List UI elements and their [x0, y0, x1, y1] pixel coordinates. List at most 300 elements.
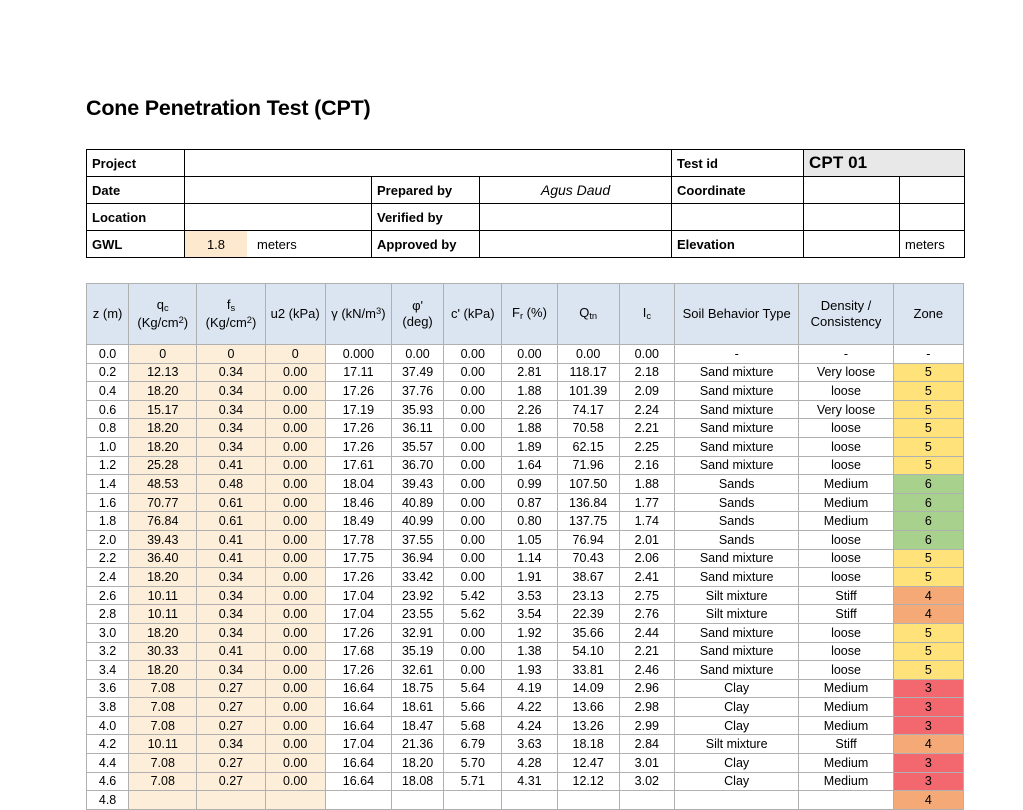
cell-r23-c2[interactable]: 0.27 [197, 772, 265, 791]
cell-r4-c2[interactable]: 0.34 [197, 419, 265, 438]
cell-r4-c3[interactable]: 0.00 [265, 419, 325, 438]
cell-r3-c3[interactable]: 0.00 [265, 400, 325, 419]
cell-r5-c0[interactable]: 1.0 [87, 437, 129, 456]
cell-r8-c4[interactable]: 18.46 [325, 493, 391, 512]
cell-r22-c8[interactable]: 12.47 [557, 754, 619, 773]
cell-r14-c9[interactable]: 2.76 [619, 605, 674, 624]
cell-r18-c0[interactable]: 3.6 [87, 679, 129, 698]
cell-r21-c5[interactable]: 21.36 [392, 735, 444, 754]
cell-r6-c0[interactable]: 1.2 [87, 456, 129, 475]
cell-r21-c7[interactable]: 3.63 [502, 735, 557, 754]
cell-r1-c9[interactable]: 2.18 [619, 363, 674, 382]
cell-r5-c11[interactable]: loose [799, 437, 893, 456]
cell-r15-c6[interactable]: 0.00 [444, 623, 502, 642]
cell-r2-c4[interactable]: 17.26 [325, 382, 391, 401]
cell-r3-c4[interactable]: 17.19 [325, 400, 391, 419]
cell-r14-c5[interactable]: 23.55 [392, 605, 444, 624]
cell-r0-c10[interactable]: - [674, 345, 798, 364]
cell-r10-c7[interactable]: 1.05 [502, 530, 557, 549]
cell-r23-c6[interactable]: 5.71 [444, 772, 502, 791]
cell-r2-c10[interactable]: Sand mixture [674, 382, 798, 401]
cell-r5-c9[interactable]: 2.25 [619, 437, 674, 456]
cell-r19-c7[interactable]: 4.22 [502, 698, 557, 717]
cell-r10-c10[interactable]: Sands [674, 530, 798, 549]
cell-r19-c10[interactable]: Clay [674, 698, 798, 717]
cell-r1-c4[interactable]: 17.11 [325, 363, 391, 382]
cell-r9-c5[interactable]: 40.99 [392, 512, 444, 531]
cell-r6-c1[interactable]: 25.28 [129, 456, 197, 475]
coordinate-value-2[interactable] [900, 177, 965, 204]
cell-r5-c3[interactable]: 0.00 [265, 437, 325, 456]
cell-r0-c0[interactable]: 0.0 [87, 345, 129, 364]
cell-r20-c0[interactable]: 4.0 [87, 716, 129, 735]
cell-r16-c12[interactable]: 5 [893, 642, 963, 661]
cell-r8-c7[interactable]: 0.87 [502, 493, 557, 512]
cell-r10-c3[interactable]: 0.00 [265, 530, 325, 549]
cell-r18-c8[interactable]: 14.09 [557, 679, 619, 698]
cell-r1-c8[interactable]: 118.17 [557, 363, 619, 382]
cell-r22-c12[interactable]: 3 [893, 754, 963, 773]
cell-r11-c7[interactable]: 1.14 [502, 549, 557, 568]
cell-r5-c1[interactable]: 18.20 [129, 437, 197, 456]
cell-r24-c5[interactable] [392, 791, 444, 810]
cell-r19-c6[interactable]: 5.66 [444, 698, 502, 717]
cell-r20-c2[interactable]: 0.27 [197, 716, 265, 735]
cell-r15-c2[interactable]: 0.34 [197, 623, 265, 642]
cell-r13-c8[interactable]: 23.13 [557, 586, 619, 605]
cell-r6-c2[interactable]: 0.41 [197, 456, 265, 475]
cell-r9-c8[interactable]: 137.75 [557, 512, 619, 531]
cell-r11-c3[interactable]: 0.00 [265, 549, 325, 568]
cell-r11-c5[interactable]: 36.94 [392, 549, 444, 568]
cell-r0-c6[interactable]: 0.00 [444, 345, 502, 364]
cell-r3-c5[interactable]: 35.93 [392, 400, 444, 419]
cell-r2-c12[interactable]: 5 [893, 382, 963, 401]
cell-r18-c4[interactable]: 16.64 [325, 679, 391, 698]
cell-r13-c0[interactable]: 2.6 [87, 586, 129, 605]
column-header-3[interactable] [265, 284, 325, 345]
cell-r13-c4[interactable]: 17.04 [325, 586, 391, 605]
project-value[interactable] [185, 150, 672, 177]
cell-r0-c4[interactable]: 0.000 [325, 345, 391, 364]
cpt-data-scroll-region[interactable] [86, 283, 964, 808]
cell-r20-c9[interactable]: 2.99 [619, 716, 674, 735]
cell-r17-c11[interactable]: loose [799, 661, 893, 680]
verified-by-value[interactable] [480, 204, 672, 231]
cell-r11-c11[interactable]: loose [799, 549, 893, 568]
cell-r19-c2[interactable]: 0.27 [197, 698, 265, 717]
cell-r17-c7[interactable]: 1.93 [502, 661, 557, 680]
cell-r23-c8[interactable]: 12.12 [557, 772, 619, 791]
cell-r8-c6[interactable]: 0.00 [444, 493, 502, 512]
cell-r4-c5[interactable]: 36.11 [392, 419, 444, 438]
cell-r17-c2[interactable]: 0.34 [197, 661, 265, 680]
cell-r23-c1[interactable]: 7.08 [129, 772, 197, 791]
cell-r24-c10[interactable] [674, 791, 798, 810]
cell-r22-c11[interactable]: Medium [799, 754, 893, 773]
cell-r13-c10[interactable]: Silt mixture [674, 586, 798, 605]
cell-r0-c12[interactable]: - [893, 345, 963, 364]
cell-r4-c4[interactable]: 17.26 [325, 419, 391, 438]
cell-r21-c1[interactable]: 10.11 [129, 735, 197, 754]
cell-r12-c10[interactable]: Sand mixture [674, 568, 798, 587]
cell-r4-c10[interactable]: Sand mixture [674, 419, 798, 438]
cell-r20-c10[interactable]: Clay [674, 716, 798, 735]
cell-r4-c12[interactable]: 5 [893, 419, 963, 438]
cell-r14-c8[interactable]: 22.39 [557, 605, 619, 624]
cell-r14-c12[interactable]: 4 [893, 605, 963, 624]
cell-r20-c8[interactable]: 13.26 [557, 716, 619, 735]
cell-r22-c9[interactable]: 3.01 [619, 754, 674, 773]
cell-r5-c2[interactable]: 0.34 [197, 437, 265, 456]
cell-r17-c0[interactable]: 3.4 [87, 661, 129, 680]
cell-r4-c11[interactable]: loose [799, 419, 893, 438]
cell-r1-c5[interactable]: 37.49 [392, 363, 444, 382]
cell-r6-c9[interactable]: 2.16 [619, 456, 674, 475]
cell-r19-c0[interactable]: 3.8 [87, 698, 129, 717]
cell-r22-c7[interactable]: 4.28 [502, 754, 557, 773]
cell-r11-c8[interactable]: 70.43 [557, 549, 619, 568]
cell-r14-c1[interactable]: 10.11 [129, 605, 197, 624]
cell-r13-c9[interactable]: 2.75 [619, 586, 674, 605]
cell-r24-c11[interactable] [799, 791, 893, 810]
cell-r21-c12[interactable]: 4 [893, 735, 963, 754]
cell-r11-c0[interactable]: 2.2 [87, 549, 129, 568]
cell-r18-c3[interactable]: 0.00 [265, 679, 325, 698]
cell-r20-c5[interactable]: 18.47 [392, 716, 444, 735]
cell-r16-c2[interactable]: 0.41 [197, 642, 265, 661]
cell-r1-c12[interactable]: 5 [893, 363, 963, 382]
cell-r10-c6[interactable]: 0.00 [444, 530, 502, 549]
cell-r24-c12[interactable]: 4 [893, 791, 963, 810]
cell-r23-c7[interactable]: 4.31 [502, 772, 557, 791]
column-header-12[interactable] [893, 284, 963, 345]
cell-r24-c0[interactable]: 4.8 [87, 791, 129, 810]
cell-r13-c2[interactable]: 0.34 [197, 586, 265, 605]
cell-r5-c7[interactable]: 1.89 [502, 437, 557, 456]
cell-r11-c10[interactable]: Sand mixture [674, 549, 798, 568]
cell-r7-c11[interactable]: Medium [799, 475, 893, 494]
cell-r14-c10[interactable]: Silt mixture [674, 605, 798, 624]
cell-r2-c6[interactable]: 0.00 [444, 382, 502, 401]
cell-r1-c3[interactable]: 0.00 [265, 363, 325, 382]
cell-r2-c8[interactable]: 101.39 [557, 382, 619, 401]
cell-r24-c9[interactable] [619, 791, 674, 810]
cell-r2-c9[interactable]: 2.09 [619, 382, 674, 401]
cell-r13-c3[interactable]: 0.00 [265, 586, 325, 605]
cell-r9-c10[interactable]: Sands [674, 512, 798, 531]
column-header-11[interactable] [799, 284, 893, 345]
cell-r5-c10[interactable]: Sand mixture [674, 437, 798, 456]
cell-r22-c3[interactable]: 0.00 [265, 754, 325, 773]
cell-r6-c5[interactable]: 36.70 [392, 456, 444, 475]
cell-r18-c12[interactable]: 3 [893, 679, 963, 698]
cell-r17-c9[interactable]: 2.46 [619, 661, 674, 680]
cell-r12-c1[interactable]: 18.20 [129, 568, 197, 587]
cell-r22-c6[interactable]: 5.70 [444, 754, 502, 773]
cell-r22-c0[interactable]: 4.4 [87, 754, 129, 773]
cell-r0-c11[interactable]: - [799, 345, 893, 364]
cell-r21-c3[interactable]: 0.00 [265, 735, 325, 754]
cell-r4-c0[interactable]: 0.8 [87, 419, 129, 438]
cell-r22-c4[interactable]: 16.64 [325, 754, 391, 773]
cell-r11-c2[interactable]: 0.41 [197, 549, 265, 568]
cell-r24-c7[interactable] [502, 791, 557, 810]
cell-r9-c2[interactable]: 0.61 [197, 512, 265, 531]
cell-r3-c9[interactable]: 2.24 [619, 400, 674, 419]
cell-r8-c2[interactable]: 0.61 [197, 493, 265, 512]
cell-r11-c4[interactable]: 17.75 [325, 549, 391, 568]
cell-r8-c9[interactable]: 1.77 [619, 493, 674, 512]
cell-r3-c7[interactable]: 2.26 [502, 400, 557, 419]
cell-r15-c8[interactable]: 35.66 [557, 623, 619, 642]
cell-r5-c12[interactable]: 5 [893, 437, 963, 456]
cell-r16-c0[interactable]: 3.2 [87, 642, 129, 661]
cell-r21-c0[interactable]: 4.2 [87, 735, 129, 754]
cell-r22-c5[interactable]: 18.20 [392, 754, 444, 773]
cell-r6-c8[interactable]: 71.96 [557, 456, 619, 475]
cell-r6-c10[interactable]: Sand mixture [674, 456, 798, 475]
cell-r9-c4[interactable]: 18.49 [325, 512, 391, 531]
cell-r16-c10[interactable]: Sand mixture [674, 642, 798, 661]
column-header-1[interactable] [129, 284, 197, 345]
cell-r3-c8[interactable]: 74.17 [557, 400, 619, 419]
cell-r1-c11[interactable]: Very loose [799, 363, 893, 382]
cell-r18-c10[interactable]: Clay [674, 679, 798, 698]
cell-r16-c8[interactable]: 54.10 [557, 642, 619, 661]
cell-r16-c1[interactable]: 30.33 [129, 642, 197, 661]
cell-r8-c12[interactable]: 6 [893, 493, 963, 512]
cell-r4-c6[interactable]: 0.00 [444, 419, 502, 438]
cell-r24-c1[interactable] [129, 791, 197, 810]
cell-r8-c3[interactable]: 0.00 [265, 493, 325, 512]
cell-r17-c12[interactable]: 5 [893, 661, 963, 680]
cell-r14-c2[interactable]: 0.34 [197, 605, 265, 624]
cell-r19-c9[interactable]: 2.98 [619, 698, 674, 717]
cell-r1-c6[interactable]: 0.00 [444, 363, 502, 382]
coordinate-value[interactable] [804, 177, 900, 204]
cell-r0-c5[interactable]: 0.00 [392, 345, 444, 364]
column-header-5[interactable] [392, 284, 444, 345]
cell-r5-c8[interactable]: 62.15 [557, 437, 619, 456]
cell-r3-c12[interactable]: 5 [893, 400, 963, 419]
cell-r18-c5[interactable]: 18.75 [392, 679, 444, 698]
column-header-9[interactable] [619, 284, 674, 345]
cell-r4-c9[interactable]: 2.21 [619, 419, 674, 438]
column-header-10[interactable] [674, 284, 798, 345]
cell-r8-c10[interactable]: Sands [674, 493, 798, 512]
test-id-value[interactable]: CPT 01 [804, 150, 965, 177]
cell-r17-c10[interactable]: Sand mixture [674, 661, 798, 680]
cell-r24-c2[interactable] [197, 791, 265, 810]
cell-r17-c6[interactable]: 0.00 [444, 661, 502, 680]
cell-r17-c3[interactable]: 0.00 [265, 661, 325, 680]
cell-r12-c11[interactable]: loose [799, 568, 893, 587]
elevation-value[interactable] [804, 231, 900, 258]
cell-r16-c5[interactable]: 35.19 [392, 642, 444, 661]
cell-r23-c10[interactable]: Clay [674, 772, 798, 791]
cell-r13-c7[interactable]: 3.53 [502, 586, 557, 605]
cell-r3-c6[interactable]: 0.00 [444, 400, 502, 419]
cell-r11-c12[interactable]: 5 [893, 549, 963, 568]
cell-r6-c11[interactable]: loose [799, 456, 893, 475]
cell-r17-c5[interactable]: 32.61 [392, 661, 444, 680]
cell-r19-c1[interactable]: 7.08 [129, 698, 197, 717]
date-value[interactable] [185, 177, 372, 204]
cell-r17-c1[interactable]: 18.20 [129, 661, 197, 680]
cell-r7-c7[interactable]: 0.99 [502, 475, 557, 494]
cell-r6-c6[interactable]: 0.00 [444, 456, 502, 475]
cell-r14-c4[interactable]: 17.04 [325, 605, 391, 624]
cell-r14-c11[interactable]: Stiff [799, 605, 893, 624]
column-header-4[interactable] [325, 284, 391, 345]
cell-r12-c3[interactable]: 0.00 [265, 568, 325, 587]
cell-r10-c2[interactable]: 0.41 [197, 530, 265, 549]
cell-r12-c0[interactable]: 2.4 [87, 568, 129, 587]
cell-r3-c1[interactable]: 15.17 [129, 400, 197, 419]
cell-r1-c0[interactable]: 0.2 [87, 363, 129, 382]
cell-r7-c1[interactable]: 48.53 [129, 475, 197, 494]
cell-r23-c5[interactable]: 18.08 [392, 772, 444, 791]
cell-r15-c11[interactable]: loose [799, 623, 893, 642]
cell-r20-c6[interactable]: 5.68 [444, 716, 502, 735]
cell-r22-c1[interactable]: 7.08 [129, 754, 197, 773]
approved-by-value[interactable] [480, 231, 672, 258]
cell-r16-c3[interactable]: 0.00 [265, 642, 325, 661]
column-header-7[interactable] [502, 284, 557, 345]
cell-r6-c3[interactable]: 0.00 [265, 456, 325, 475]
cell-r11-c1[interactable]: 36.40 [129, 549, 197, 568]
cell-r18-c7[interactable]: 4.19 [502, 679, 557, 698]
cell-r9-c7[interactable]: 0.80 [502, 512, 557, 531]
cell-r19-c5[interactable]: 18.61 [392, 698, 444, 717]
cell-r0-c2[interactable]: 0 [197, 345, 265, 364]
cell-r21-c2[interactable]: 0.34 [197, 735, 265, 754]
cell-r13-c12[interactable]: 4 [893, 586, 963, 605]
cell-r8-c5[interactable]: 40.89 [392, 493, 444, 512]
cell-r23-c4[interactable]: 16.64 [325, 772, 391, 791]
cell-r20-c11[interactable]: Medium [799, 716, 893, 735]
cell-r18-c6[interactable]: 5.64 [444, 679, 502, 698]
cell-r9-c11[interactable]: Medium [799, 512, 893, 531]
cell-r16-c7[interactable]: 1.38 [502, 642, 557, 661]
cell-r11-c6[interactable]: 0.00 [444, 549, 502, 568]
cell-r10-c0[interactable]: 2.0 [87, 530, 129, 549]
cell-r1-c10[interactable]: Sand mixture [674, 363, 798, 382]
cell-r0-c7[interactable]: 0.00 [502, 345, 557, 364]
cell-r9-c12[interactable]: 6 [893, 512, 963, 531]
cell-r19-c11[interactable]: Medium [799, 698, 893, 717]
cell-r19-c8[interactable]: 13.66 [557, 698, 619, 717]
cell-r3-c10[interactable]: Sand mixture [674, 400, 798, 419]
cell-r15-c9[interactable]: 2.44 [619, 623, 674, 642]
cell-r22-c10[interactable]: Clay [674, 754, 798, 773]
blank-value-2[interactable] [900, 204, 965, 231]
cell-r20-c4[interactable]: 16.64 [325, 716, 391, 735]
cell-r24-c8[interactable] [557, 791, 619, 810]
cell-r11-c9[interactable]: 2.06 [619, 549, 674, 568]
prepared-by-value[interactable]: Agus Daud [480, 177, 672, 204]
cell-r23-c12[interactable]: 3 [893, 772, 963, 791]
cell-r18-c1[interactable]: 7.08 [129, 679, 197, 698]
cell-r20-c7[interactable]: 4.24 [502, 716, 557, 735]
cell-r1-c7[interactable]: 2.81 [502, 363, 557, 382]
cell-r13-c11[interactable]: Stiff [799, 586, 893, 605]
cell-r16-c6[interactable]: 0.00 [444, 642, 502, 661]
cell-r23-c9[interactable]: 3.02 [619, 772, 674, 791]
cell-r7-c0[interactable]: 1.4 [87, 475, 129, 494]
cell-r15-c1[interactable]: 18.20 [129, 623, 197, 642]
cell-r15-c3[interactable]: 0.00 [265, 623, 325, 642]
cell-r18-c9[interactable]: 2.96 [619, 679, 674, 698]
cell-r6-c12[interactable]: 5 [893, 456, 963, 475]
cell-r13-c6[interactable]: 5.42 [444, 586, 502, 605]
cell-r7-c8[interactable]: 107.50 [557, 475, 619, 494]
cell-r12-c5[interactable]: 33.42 [392, 568, 444, 587]
cell-r5-c4[interactable]: 17.26 [325, 437, 391, 456]
cell-r2-c1[interactable]: 18.20 [129, 382, 197, 401]
cell-r20-c3[interactable]: 0.00 [265, 716, 325, 735]
cell-r2-c0[interactable]: 0.4 [87, 382, 129, 401]
cell-r7-c4[interactable]: 18.04 [325, 475, 391, 494]
cell-r15-c10[interactable]: Sand mixture [674, 623, 798, 642]
cell-r12-c12[interactable]: 5 [893, 568, 963, 587]
cell-r12-c4[interactable]: 17.26 [325, 568, 391, 587]
column-header-6[interactable] [444, 284, 502, 345]
cell-r2-c11[interactable]: loose [799, 382, 893, 401]
cell-r12-c6[interactable]: 0.00 [444, 568, 502, 587]
blank-value[interactable] [804, 204, 900, 231]
cell-r0-c9[interactable]: 0.00 [619, 345, 674, 364]
cell-r18-c11[interactable]: Medium [799, 679, 893, 698]
cell-r13-c5[interactable]: 23.92 [392, 586, 444, 605]
column-header-2[interactable] [197, 284, 265, 345]
cell-r21-c6[interactable]: 6.79 [444, 735, 502, 754]
cell-r1-c1[interactable]: 12.13 [129, 363, 197, 382]
cell-r24-c6[interactable] [444, 791, 502, 810]
cell-r23-c3[interactable]: 0.00 [265, 772, 325, 791]
cell-r8-c8[interactable]: 136.84 [557, 493, 619, 512]
cell-r4-c1[interactable]: 18.20 [129, 419, 197, 438]
cell-r14-c0[interactable]: 2.8 [87, 605, 129, 624]
cell-r8-c1[interactable]: 70.77 [129, 493, 197, 512]
cell-r19-c12[interactable]: 3 [893, 698, 963, 717]
cell-r23-c0[interactable]: 4.6 [87, 772, 129, 791]
cell-r22-c2[interactable]: 0.27 [197, 754, 265, 773]
cell-r2-c5[interactable]: 37.76 [392, 382, 444, 401]
cell-r2-c7[interactable]: 1.88 [502, 382, 557, 401]
cell-r0-c1[interactable]: 0 [129, 345, 197, 364]
cell-r7-c9[interactable]: 1.88 [619, 475, 674, 494]
cell-r16-c4[interactable]: 17.68 [325, 642, 391, 661]
cell-r10-c11[interactable]: loose [799, 530, 893, 549]
cell-r16-c9[interactable]: 2.21 [619, 642, 674, 661]
cell-r4-c7[interactable]: 1.88 [502, 419, 557, 438]
cell-r21-c10[interactable]: Silt mixture [674, 735, 798, 754]
cell-r8-c11[interactable]: Medium [799, 493, 893, 512]
cell-r14-c6[interactable]: 5.62 [444, 605, 502, 624]
cell-r7-c6[interactable]: 0.00 [444, 475, 502, 494]
cell-r13-c1[interactable]: 10.11 [129, 586, 197, 605]
cell-r12-c2[interactable]: 0.34 [197, 568, 265, 587]
cell-r9-c1[interactable]: 76.84 [129, 512, 197, 531]
cell-r10-c1[interactable]: 39.43 [129, 530, 197, 549]
cell-r12-c8[interactable]: 38.67 [557, 568, 619, 587]
cell-r3-c0[interactable]: 0.6 [87, 400, 129, 419]
cell-r7-c12[interactable]: 6 [893, 475, 963, 494]
cell-r21-c8[interactable]: 18.18 [557, 735, 619, 754]
cell-r20-c1[interactable]: 7.08 [129, 716, 197, 735]
